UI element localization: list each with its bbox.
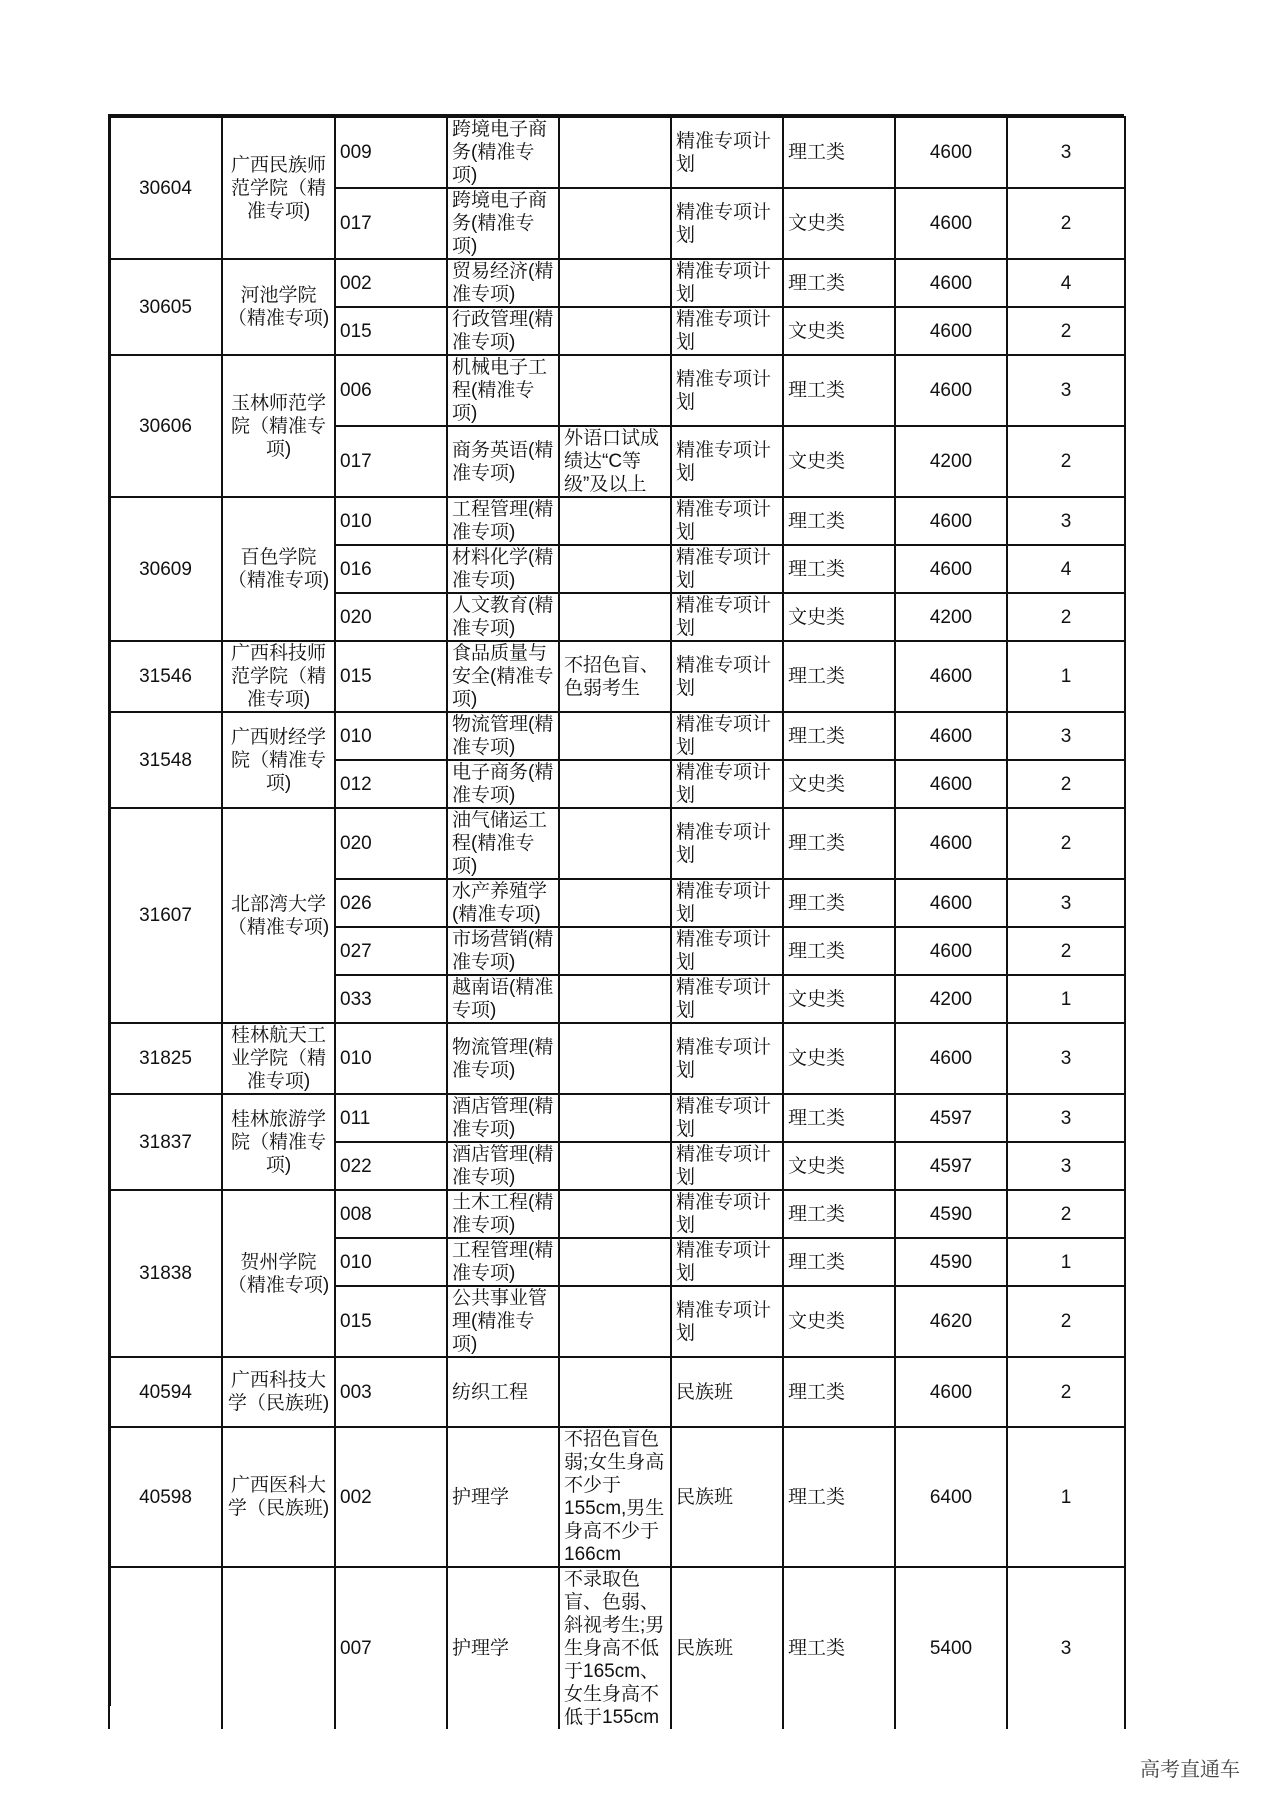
- school-name-cell: 桂林旅游学院（精准专项): [222, 1094, 335, 1190]
- school-code-cell: 31607: [109, 808, 222, 1023]
- plan-count-cell: 3: [1007, 1567, 1125, 1729]
- school-code-cell: 31546: [109, 641, 222, 712]
- subject-category-cell: 文史类: [783, 188, 895, 259]
- tuition-cell: 4200: [895, 975, 1007, 1023]
- major-note-cell: [559, 975, 671, 1023]
- tuition-cell: 4597: [895, 1094, 1007, 1142]
- major-name-cell: 行政管理(精准专项): [447, 307, 559, 355]
- major-note-cell: [559, 1286, 671, 1357]
- subject-category-cell: 文史类: [783, 593, 895, 641]
- plan-count-cell: 2: [1007, 808, 1125, 879]
- school-code-cell: 31548: [109, 712, 222, 808]
- major-note-cell: [559, 927, 671, 975]
- major-code-cell: 015: [335, 307, 447, 355]
- major-name-cell: 物流管理(精准专项): [447, 712, 559, 760]
- tuition-cell: 4600: [895, 712, 1007, 760]
- plan-count-cell: 2: [1007, 927, 1125, 975]
- tuition-cell: 4600: [895, 545, 1007, 593]
- plan-type-cell: 精准专项计划: [671, 1094, 783, 1142]
- plan-count-cell: 2: [1007, 1286, 1125, 1357]
- major-code-cell: 020: [335, 593, 447, 641]
- major-note-cell: [559, 879, 671, 927]
- plan-type-cell: 精准专项计划: [671, 259, 783, 307]
- major-note-cell: 外语口试成绩达“C等级”及以上: [559, 426, 671, 497]
- plan-type-cell: 民族班: [671, 1427, 783, 1567]
- major-name-cell: 食品质量与安全(精准专项): [447, 641, 559, 712]
- subject-category-cell: 理工类: [783, 545, 895, 593]
- major-code-cell: 010: [335, 1023, 447, 1094]
- tuition-cell: 4620: [895, 1286, 1007, 1357]
- major-name-cell: 越南语(精准专项): [447, 975, 559, 1023]
- tuition-cell: 4600: [895, 355, 1007, 426]
- tuition-cell: 4600: [895, 641, 1007, 712]
- table-row: [109, 1023, 1125, 1094]
- major-name-cell: 护理学: [447, 1567, 559, 1729]
- school-code-cell: 31837: [109, 1094, 222, 1190]
- major-name-cell: 物流管理(精准专项): [447, 1023, 559, 1094]
- tuition-cell: 4597: [895, 1142, 1007, 1190]
- tuition-cell: 4600: [895, 808, 1007, 879]
- school-code-cell: 40598: [109, 1427, 222, 1567]
- major-code-cell: 002: [335, 259, 447, 307]
- table-row: [109, 641, 1125, 712]
- major-name-cell: 酒店管理(精准专项): [447, 1142, 559, 1190]
- subject-category-cell: 文史类: [783, 1286, 895, 1357]
- major-code-cell: 027: [335, 927, 447, 975]
- major-code-cell: 020: [335, 808, 447, 879]
- major-code-cell: 022: [335, 1142, 447, 1190]
- major-name-cell: 土木工程(精准专项): [447, 1190, 559, 1238]
- plan-count-cell: 2: [1007, 1190, 1125, 1238]
- plan-count-cell: 2: [1007, 188, 1125, 259]
- major-name-cell: 纺织工程: [447, 1357, 559, 1427]
- major-code-cell: 033: [335, 975, 447, 1023]
- school-name-cell: 桂林航天工业学院（精准专项): [222, 1023, 335, 1094]
- plan-type-cell: 精准专项计划: [671, 1190, 783, 1238]
- subject-category-cell: 文史类: [783, 1023, 895, 1094]
- plan-count-cell: 3: [1007, 117, 1125, 188]
- plan-count-cell: 2: [1007, 1357, 1125, 1427]
- plan-count-cell: 3: [1007, 712, 1125, 760]
- tuition-cell: 4590: [895, 1238, 1007, 1286]
- plan-type-cell: 精准专项计划: [671, 593, 783, 641]
- table-row: [109, 1567, 1125, 1729]
- plan-type-cell: 精准专项计划: [671, 712, 783, 760]
- major-name-cell: 工程管理(精准专项): [447, 1238, 559, 1286]
- tuition-cell: 4600: [895, 259, 1007, 307]
- major-note-cell: [559, 545, 671, 593]
- major-name-cell: 护理学: [447, 1427, 559, 1567]
- school-name-cell: 河池学院（精准专项): [222, 259, 335, 355]
- major-code-cell: 008: [335, 1190, 447, 1238]
- plan-type-cell: 精准专项计划: [671, 641, 783, 712]
- plan-type-cell: 精准专项计划: [671, 1142, 783, 1190]
- subject-category-cell: 理工类: [783, 1427, 895, 1567]
- subject-category-cell: 理工类: [783, 927, 895, 975]
- school-code-cell: [109, 1567, 222, 1729]
- major-code-cell: 011: [335, 1094, 447, 1142]
- table-row: [109, 1357, 1125, 1427]
- subject-category-cell: 理工类: [783, 641, 895, 712]
- plan-count-cell: 2: [1007, 307, 1125, 355]
- major-note-cell: [559, 760, 671, 808]
- plan-type-cell: 精准专项计划: [671, 1238, 783, 1286]
- subject-category-cell: 理工类: [783, 879, 895, 927]
- major-note-cell: 不招色盲色弱;女生身高不少于155cm,男生身高不少于166cm: [559, 1427, 671, 1567]
- subject-category-cell: 理工类: [783, 1094, 895, 1142]
- school-name-cell: 广西医科大学（民族班): [222, 1427, 335, 1567]
- major-note-cell: [559, 712, 671, 760]
- tuition-cell: 6400: [895, 1427, 1007, 1567]
- major-note-cell: [559, 355, 671, 426]
- major-name-cell: 电子商务(精准专项): [447, 760, 559, 808]
- major-code-cell: 015: [335, 641, 447, 712]
- plan-count-cell: 3: [1007, 1094, 1125, 1142]
- school-name-cell: 广西民族师范学院（精准专项): [222, 117, 335, 259]
- plan-type-cell: 精准专项计划: [671, 497, 783, 545]
- school-name-cell: 广西科技大学（民族班): [222, 1357, 335, 1427]
- tuition-cell: 4600: [895, 927, 1007, 975]
- major-note-cell: [559, 1142, 671, 1190]
- table-row: [109, 1190, 1125, 1238]
- major-name-cell: 市场营销(精准专项): [447, 927, 559, 975]
- school-code-cell: 31838: [109, 1190, 222, 1357]
- major-name-cell: 公共事业管理(精准专项): [447, 1286, 559, 1357]
- subject-category-cell: 理工类: [783, 1357, 895, 1427]
- major-name-cell: 跨境电子商务(精准专项): [447, 188, 559, 259]
- major-name-cell: 商务英语(精准专项): [447, 426, 559, 497]
- subject-category-cell: 理工类: [783, 1567, 895, 1729]
- tuition-cell: 4600: [895, 760, 1007, 808]
- major-note-cell: [559, 808, 671, 879]
- plan-type-cell: 民族班: [671, 1357, 783, 1427]
- watermark-text: 高考直通车: [1140, 1759, 1240, 1781]
- plan-count-cell: 3: [1007, 879, 1125, 927]
- subject-category-cell: 文史类: [783, 760, 895, 808]
- plan-count-cell: 1: [1007, 641, 1125, 712]
- major-code-cell: 010: [335, 1238, 447, 1286]
- major-code-cell: 012: [335, 760, 447, 808]
- plan-type-cell: 精准专项计划: [671, 927, 783, 975]
- school-name-cell: 贺州学院（精准专项): [222, 1190, 335, 1357]
- major-note-cell: [559, 1238, 671, 1286]
- school-code-cell: 30606: [109, 355, 222, 497]
- plan-type-cell: 精准专项计划: [671, 307, 783, 355]
- major-name-cell: 机械电子工程(精准专项): [447, 355, 559, 426]
- subject-category-cell: 理工类: [783, 1190, 895, 1238]
- subject-category-cell: 理工类: [783, 712, 895, 760]
- tuition-cell: 5400: [895, 1567, 1007, 1729]
- major-name-cell: 工程管理(精准专项): [447, 497, 559, 545]
- table-row: [109, 1427, 1125, 1567]
- major-code-cell: 026: [335, 879, 447, 927]
- major-note-cell: [559, 1190, 671, 1238]
- major-name-cell: 酒店管理(精准专项): [447, 1094, 559, 1142]
- major-note-cell: [559, 1023, 671, 1094]
- plan-count-cell: 3: [1007, 1023, 1125, 1094]
- plan-count-cell: 3: [1007, 355, 1125, 426]
- table-row: [109, 1094, 1125, 1142]
- major-name-cell: 跨境电子商务(精准专项): [447, 117, 559, 188]
- major-code-cell: 015: [335, 1286, 447, 1357]
- plan-type-cell: 精准专项计划: [671, 1286, 783, 1357]
- plan-count-cell: 4: [1007, 545, 1125, 593]
- table-row: [109, 497, 1125, 545]
- subject-category-cell: 理工类: [783, 1238, 895, 1286]
- major-note-cell: [559, 1094, 671, 1142]
- school-name-cell: 玉林师范学院（精准专项): [222, 355, 335, 497]
- major-note-cell: 不录取色盲、色弱、斜视考生;男生身高不低于165cm、女生身高不低于155cm: [559, 1567, 671, 1729]
- school-code-cell: 30609: [109, 497, 222, 641]
- major-name-cell: 材料化学(精准专项): [447, 545, 559, 593]
- tuition-cell: 4600: [895, 497, 1007, 545]
- major-name-cell: 人文教育(精准专项): [447, 593, 559, 641]
- plan-type-cell: 精准专项计划: [671, 426, 783, 497]
- major-code-cell: 009: [335, 117, 447, 188]
- major-code-cell: 010: [335, 712, 447, 760]
- school-code-cell: 31825: [109, 1023, 222, 1094]
- plan-type-cell: 精准专项计划: [671, 117, 783, 188]
- admission-plan-table: [108, 116, 1126, 1729]
- school-name-cell: 广西科技师范学院（精准专项): [222, 641, 335, 712]
- school-code-cell: 30604: [109, 117, 222, 259]
- major-name-cell: 水产养殖学(精准专项): [447, 879, 559, 927]
- plan-type-cell: 精准专项计划: [671, 760, 783, 808]
- subject-category-cell: 理工类: [783, 808, 895, 879]
- plan-type-cell: 精准专项计划: [671, 808, 783, 879]
- plan-count-cell: 2: [1007, 760, 1125, 808]
- school-name-cell: 百色学院（精准专项): [222, 497, 335, 641]
- major-note-cell: [559, 259, 671, 307]
- major-code-cell: 002: [335, 1427, 447, 1567]
- plan-count-cell: 1: [1007, 1238, 1125, 1286]
- major-note-cell: [559, 497, 671, 545]
- plan-count-cell: 3: [1007, 497, 1125, 545]
- major-code-cell: 006: [335, 355, 447, 426]
- tuition-cell: 4600: [895, 188, 1007, 259]
- school-code-cell: 30605: [109, 259, 222, 355]
- school-name-cell: 北部湾大学（精准专项): [222, 808, 335, 1023]
- major-note-cell: [559, 117, 671, 188]
- subject-category-cell: 文史类: [783, 307, 895, 355]
- table-row: [109, 259, 1125, 307]
- major-code-cell: 003: [335, 1357, 447, 1427]
- major-name-cell: 油气储运工程(精准专项): [447, 808, 559, 879]
- subject-category-cell: 文史类: [783, 975, 895, 1023]
- major-note-cell: 不招色盲、色弱考生: [559, 641, 671, 712]
- plan-type-cell: 精准专项计划: [671, 1023, 783, 1094]
- table-row: [109, 712, 1125, 760]
- plan-count-cell: 4: [1007, 259, 1125, 307]
- tuition-cell: 4600: [895, 307, 1007, 355]
- subject-category-cell: 理工类: [783, 259, 895, 307]
- table-row: [109, 355, 1125, 426]
- major-name-cell: 贸易经济(精准专项): [447, 259, 559, 307]
- plan-type-cell: 民族班: [671, 1567, 783, 1729]
- school-name-cell: 广西财经学院（精准专项): [222, 712, 335, 808]
- major-note-cell: [559, 1357, 671, 1427]
- tuition-cell: 4600: [895, 1357, 1007, 1427]
- major-note-cell: [559, 307, 671, 355]
- table-body: [109, 117, 1125, 1729]
- major-note-cell: [559, 188, 671, 259]
- major-note-cell: [559, 593, 671, 641]
- major-code-cell: 017: [335, 426, 447, 497]
- major-code-cell: 017: [335, 188, 447, 259]
- tuition-cell: 4200: [895, 426, 1007, 497]
- school-name-cell: [222, 1567, 335, 1729]
- school-code-cell: 40594: [109, 1357, 222, 1427]
- plan-type-cell: 精准专项计划: [671, 975, 783, 1023]
- tuition-cell: 4600: [895, 117, 1007, 188]
- subject-category-cell: 理工类: [783, 355, 895, 426]
- plan-count-cell: 2: [1007, 426, 1125, 497]
- subject-category-cell: 理工类: [783, 497, 895, 545]
- plan-type-cell: 精准专项计划: [671, 879, 783, 927]
- tuition-cell: 4590: [895, 1190, 1007, 1238]
- plan-type-cell: 精准专项计划: [671, 188, 783, 259]
- plan-count-cell: 1: [1007, 975, 1125, 1023]
- subject-category-cell: 理工类: [783, 117, 895, 188]
- major-code-cell: 007: [335, 1567, 447, 1729]
- plan-type-cell: 精准专项计划: [671, 545, 783, 593]
- plan-count-cell: 3: [1007, 1142, 1125, 1190]
- tuition-cell: 4200: [895, 593, 1007, 641]
- plan-count-cell: 2: [1007, 593, 1125, 641]
- table-row: [109, 808, 1125, 879]
- tuition-cell: 4600: [895, 1023, 1007, 1094]
- subject-category-cell: 文史类: [783, 1142, 895, 1190]
- tuition-cell: 4600: [895, 879, 1007, 927]
- table-row: [109, 117, 1125, 188]
- major-code-cell: 010: [335, 497, 447, 545]
- subject-category-cell: 文史类: [783, 426, 895, 497]
- plan-count-cell: 1: [1007, 1427, 1125, 1567]
- major-code-cell: 016: [335, 545, 447, 593]
- plan-type-cell: 精准专项计划: [671, 355, 783, 426]
- table-left-border: [108, 116, 111, 1706]
